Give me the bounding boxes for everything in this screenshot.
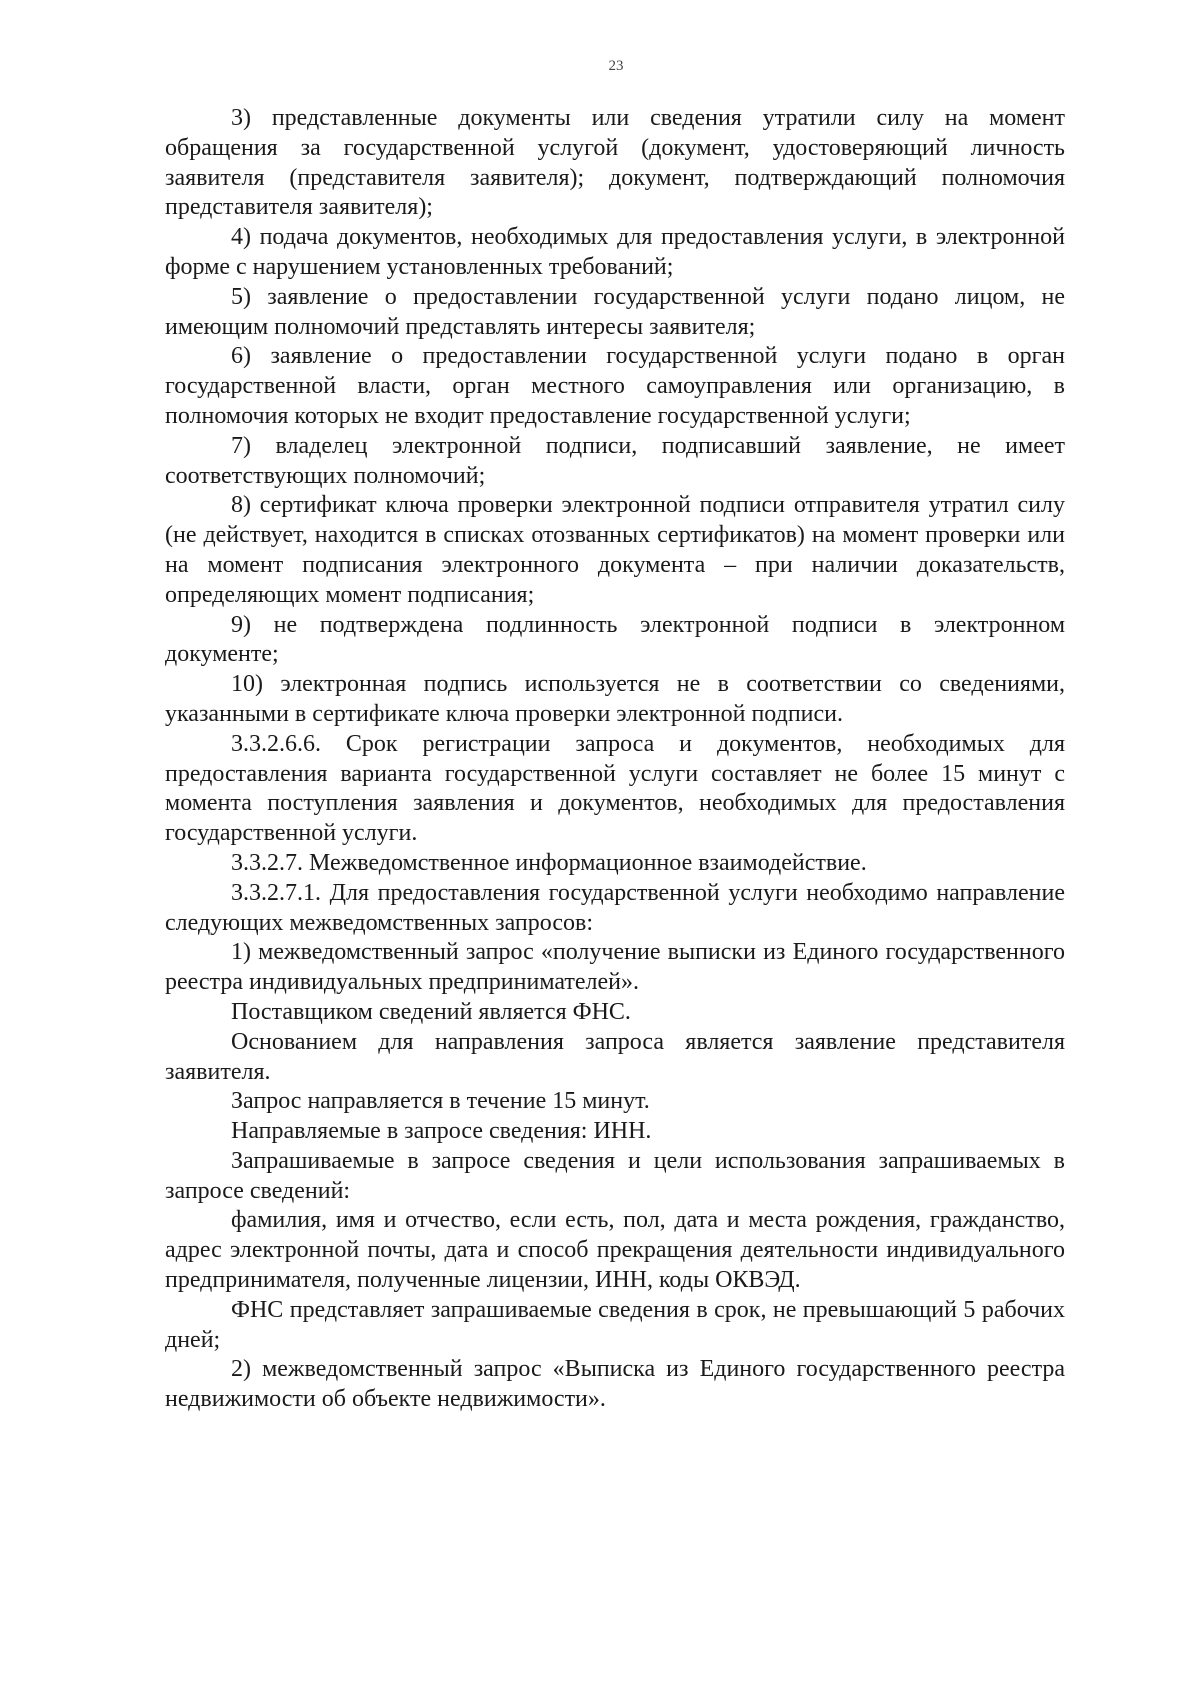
list-item-10: 10) электронная подпись используется не в соответствии со сведениями, указанными в сертификате ключа проверки электронной подписи.: [165, 671, 1065, 727]
timing-paragraph: Запрос направляется в течение 15 минут.: [231, 1088, 650, 1115]
list-item-8: 8) сертификат ключа проверки электронной подписи отправителя утратил силу (не действует, находится в списках отозванных сертификатов) на момент проверки или на момент подписания электронного документа – при наличии доказательств, определяющих момент подписания;: [165, 492, 1065, 608]
section-3-3-2-7-1: 3.3.2.7.1. Для предоставления государственной услуги необходимо направление следующих межведомственных запросов:: [165, 879, 1065, 936]
list-item-3: 3) представленные документы или сведения утратили силу на момент обращения за государственной услугой (документ, удостоверяющий личность заявителя (представителя заявителя); документ, подтверждающий полномочия представителя заявителя);: [165, 105, 1065, 221]
fns-deadline-paragraph: ФНС представляет запрашиваемые сведения в срок, не превышающий 5 рабочих дней;: [165, 1296, 1065, 1353]
document-body: [165, 104, 1065, 1415]
list-item-6: 6) заявление о предоставлении государственной услуги подано в орган государственной власти, орган местного самоуправления или организацию, в полномочия которых не входит предоставление государственной услуги;: [165, 343, 1065, 429]
list-item-5: 5) заявление о предоставлении государственной услуги подано лицом, не имеющим полномочий представлять интересы заявителя;: [165, 283, 1065, 340]
requested-fields-paragraph: фамилия, имя и отчество, если есть, пол, дата и места рождения, гражданство, адрес электронной почты, дата и способ прекращения деятельности индивидуального предпринимателя, полученные лицензии, ИНН, коды ОКВЭД.: [165, 1207, 1065, 1294]
requested-data-paragraph: Запрашиваемые в запросе сведения и цели использования запрашиваемых в запросе сведений:: [165, 1147, 1065, 1204]
provider-paragraph: Поставщиком сведений является ФНС.: [231, 998, 631, 1025]
sent-data-paragraph: Направляемые в запросе сведения: ИНН.: [231, 1118, 652, 1145]
section-3-3-2-6-6: 3.3.2.6.6. Срок регистрации запроса и документов, необходимых для предоставления варианта государственной услуги составляет не более 15 минут с момента поступления заявления и документов, необходимых для предоставления государственной услуги.: [165, 730, 1065, 847]
list-item-7: 7) владелец электронной подписи, подписавший заявление, не имеет соответствующих полномочий;: [165, 432, 1065, 489]
page-number: 23: [608, 58, 624, 74]
list-item-4: 4) подача документов, необходимых для предоставления услуги, в электронной форме с нарушением установленных требований;: [165, 224, 1065, 280]
list-item-9: 9) не подтверждена подлинность электронной подписи в электронном документе;: [165, 611, 1065, 668]
request-item-1: 1) межведомственный запрос «получение выписки из Единого государственного реестра индивидуальных предпринимателей».: [165, 939, 1065, 996]
section-3-3-2-7-heading: 3.3.2.7. Межведомственное информационное взаимодействие.: [231, 849, 867, 876]
basis-paragraph: Основанием для направления запроса является заявление представителя заявителя.: [165, 1028, 1065, 1085]
request-item-2: 2) межведомственный запрос «Выписка из Единого государственного реестра недвижимости об объекте недвижимости».: [165, 1356, 1065, 1413]
